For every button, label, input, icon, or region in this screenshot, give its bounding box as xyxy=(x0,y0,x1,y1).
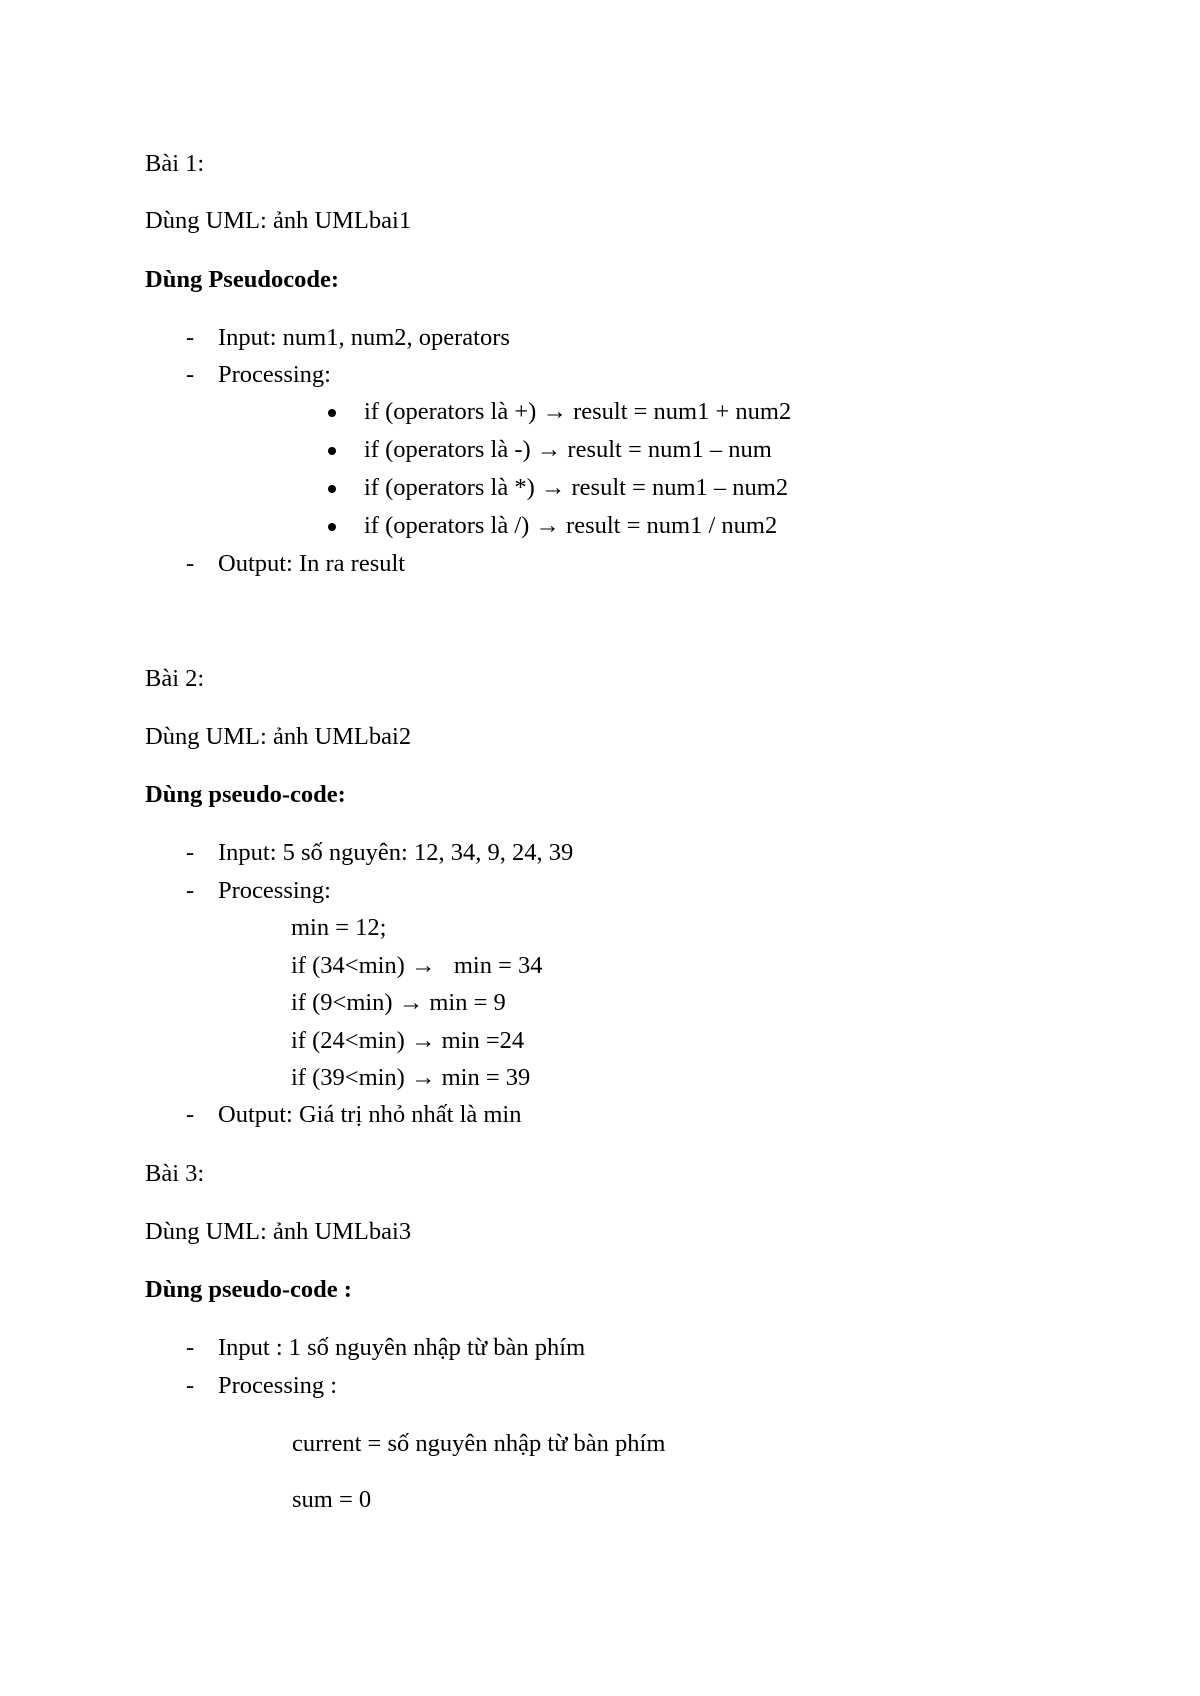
bai1-bullet: if (operators là *) → result = num1 – num2 xyxy=(364,474,789,501)
list-dash: - xyxy=(186,839,195,866)
list-dash: - xyxy=(186,877,195,904)
bai3-input: Input : 1 số nguyên nhập từ bàn phím xyxy=(218,1334,586,1361)
list-dash: - xyxy=(186,1372,195,1399)
bai3-step: current = số nguyên nhập từ bàn phím xyxy=(292,1430,666,1457)
bai2-uml: Dùng UML: ảnh UMLbai2 xyxy=(145,723,412,750)
bai3-pseudo-heading: Dùng pseudo-code : xyxy=(145,1276,352,1303)
bullet-icon xyxy=(328,485,336,493)
list-dash: - xyxy=(186,324,195,351)
bai1-bullet: if (operators là +) → result = num1 + num2 xyxy=(364,398,792,425)
bai2-step: if (34<min) → min = 34 xyxy=(291,952,543,979)
bai2-input: Input: 5 số nguyên: 12, 34, 9, 24, 39 xyxy=(218,839,574,866)
bai1-processing: Processing: xyxy=(218,361,331,388)
list-dash: - xyxy=(186,1334,195,1361)
bai2-step: if (24<min) → min =24 xyxy=(291,1027,525,1054)
bai1-bullet: if (operators là /) → result = num1 / num2 xyxy=(364,512,778,539)
bai2-step: min = 12; xyxy=(291,914,387,941)
bai2-processing: Processing: xyxy=(218,877,331,904)
bai2-output: Output: Giá trị nhỏ nhất là min xyxy=(218,1101,522,1128)
bai2-step: if (9<min) → min = 9 xyxy=(291,989,506,1016)
bai1-input: Input: num1, num2, operators xyxy=(218,324,510,351)
bai1-pseudo-heading: Dùng Pseudocode: xyxy=(145,266,339,293)
bai3-title: Bài 3: xyxy=(145,1160,205,1187)
bai2-step: if (39<min) → min = 39 xyxy=(291,1064,531,1091)
bai1-title: Bài 1: xyxy=(145,150,205,177)
bullet-icon xyxy=(328,523,336,531)
bullet-icon xyxy=(328,409,336,417)
bai2-title: Bài 2: xyxy=(145,665,205,692)
bai1-uml: Dùng UML: ảnh UMLbai1 xyxy=(145,207,412,234)
bai1-bullet: if (operators là -) → result = num1 – num xyxy=(364,436,772,463)
bai2-pseudo-heading: Dùng pseudo-code: xyxy=(145,781,346,808)
bai1-output: Output: In ra result xyxy=(218,550,406,577)
list-dash: - xyxy=(186,361,195,388)
bai3-processing: Processing : xyxy=(218,1372,338,1399)
bai3-step: sum = 0 xyxy=(292,1486,372,1513)
bullet-icon xyxy=(328,447,336,455)
bai3-uml: Dùng UML: ảnh UMLbai3 xyxy=(145,1218,412,1245)
list-dash: - xyxy=(186,550,195,577)
list-dash: - xyxy=(186,1101,195,1128)
